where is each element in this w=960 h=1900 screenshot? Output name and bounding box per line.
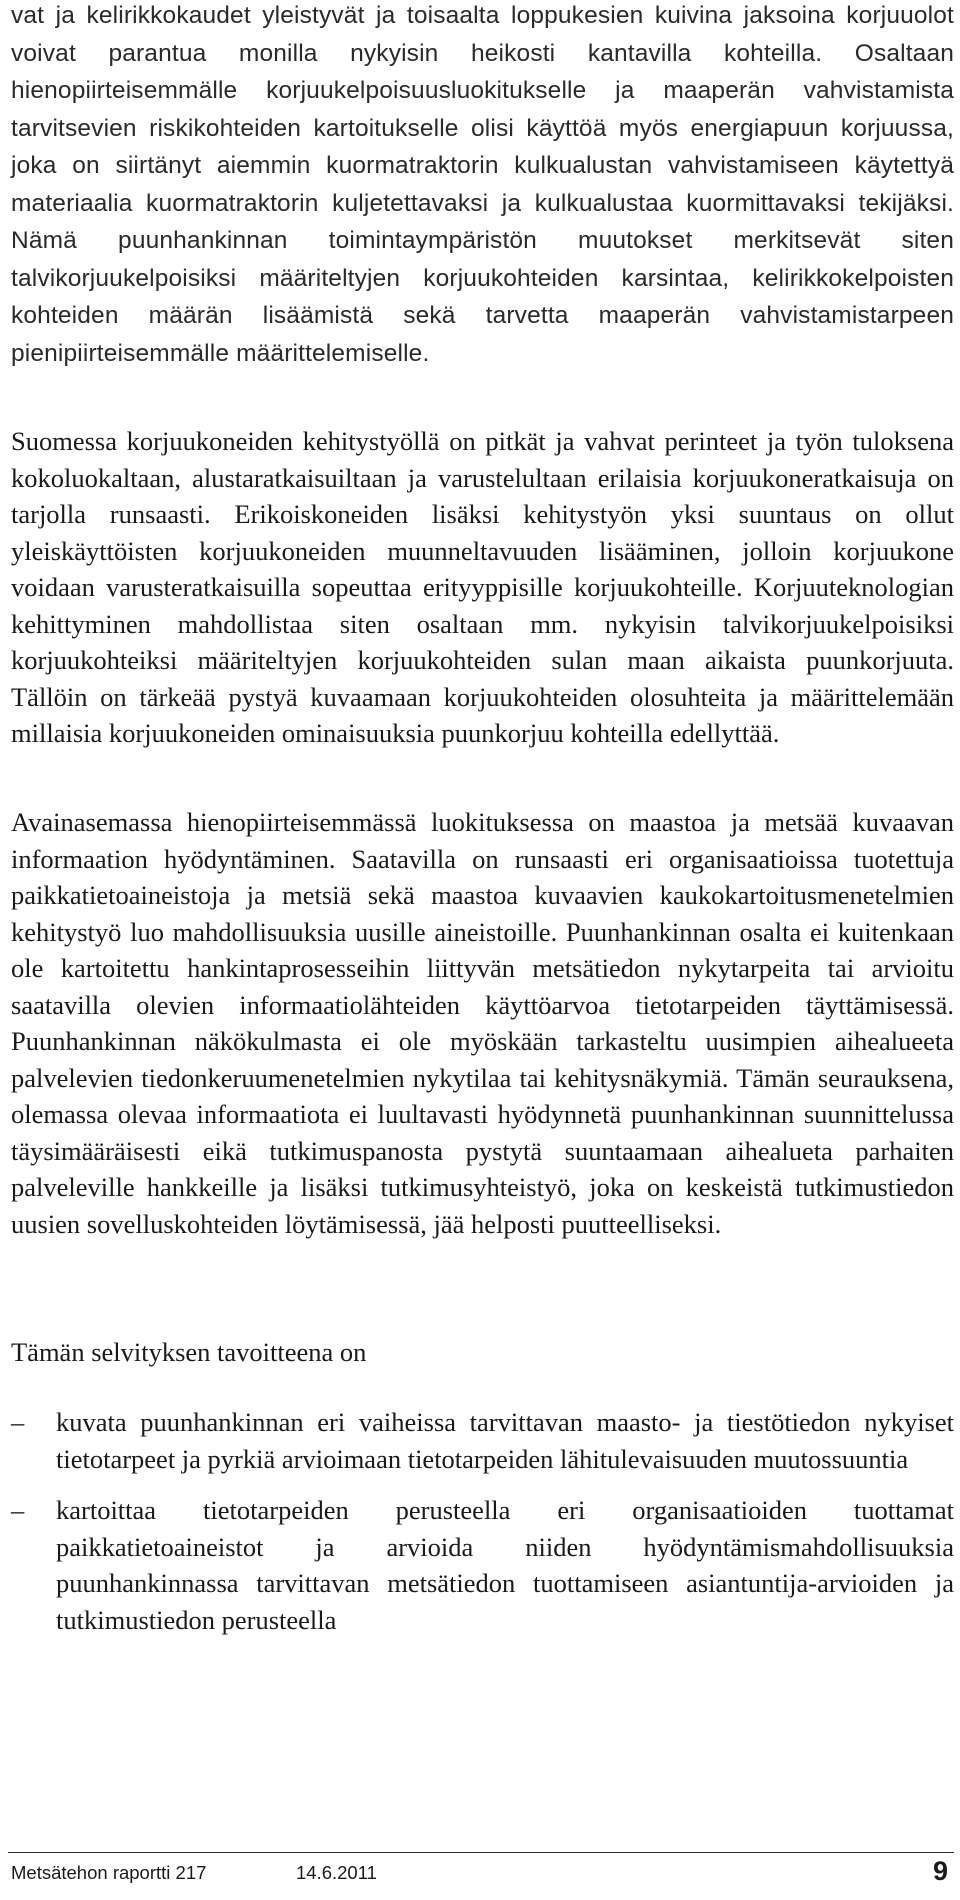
page-footer [8,1854,954,1890]
page-number: 9 [932,1856,948,1886]
list-item [11,1492,954,1638]
list-item [11,1404,954,1477]
paragraph-1: vat ja kelirikkokaudet yleistyvät ja toisaalta loppukesien kuivina jaksoina korjuuolot voivat parantua monilla nykyisin heikosti kantavilla kohteilla. Osaltaan hienopiirteisemmälle korjuukelpoisuusluokitukselle ja maaperän vahvistamista tarvitsevien riskikohteiden kartoitukselle olisi käyttöä myös energiapuun korjuussa, joka on siirtänyt aiemmin kuormatraktorin kulkualustan vahvistamiseen käytettyä materiaalia kuormatraktorin kuljetettavaksi ja kulkualustaa kuormittavaksi tekijäksi. Nämä puunhankinnan toimintaympäristön muutokset merkitsevät siten talvikorjuukelpoisiksi määriteltyjen korjuukohteiden karsintaa, kelirikkokelpoisten kohteiden määrän lisäämistä sekä tarvetta maaperän vahvistamistarpeen pienipiirteisemmälle määrittelemiselle. [11,2,954,367]
report-title: Metsätehon raportti 217 [11,1862,207,1883]
objectives-list [11,1404,954,1638]
dash-bullet-icon: – [11,1495,25,1525]
list-item-text: kartoittaa tietotarpeiden perusteella eri organisaatioiden tuottamat paikkatietoaineistot ja arvioida niiden hyödyntämismahdollisuuksia puunhankinnassa tarvittavan metsätiedon tuottamiseen asiantuntija-arvioiden ja tutkimustiedon perusteella [56,1495,954,1635]
list-item-text: kuvata puunhankinnan eri vaiheissa tarvittavan maasto- ja tiestötiedon nykyiset tietotarpeet ja pyrkiä arvioimaan tietotarpeiden lähitulevaisuuden muutossuuntia [56,1407,954,1474]
report-date: 14.6.2011 [296,1862,377,1883]
paragraph-3: Avainasemassa hienopiirteisemmässä luokituksessa on maastoa ja metsää kuvaavan informaation hyödyntäminen. Saatavilla on runsaasti eri organisaatioissa tuotettuja paikkatietoaineistoja ja metsiä sekä maastoa kuvaavien kaukokartoitusmenetelmien kehitystyö luo mahdollisuuksia uusille aineistoille. Puunhankinnan osalta ei kuitenkaan ole kartoitettu hankintaprosesseihin liittyvän metsätiedon nykytarpeita tai arvioitu saatavilla olevien informaatiolähteiden käyttöarvoa tietotarpeiden täyttämisessä. Puunhankinnan näkökulmasta ei ole myöskään tarkasteltu uusimpien aihealueeta palvelevien tiedonkeruumenetelmien nykytilaa tai kehitysnäkymiä. Tämän seurauksena, olemassa olevaa informaatiota ei luultavasti hyödynnetä puunhankinnan suunnittelussa täysimääräisesti eikä tutkimuspanosta pystytä suuntaamaan aihealueta parhaiten palveleville hankkeille ja lisäksi tutkimusyhteistyö, joka on keskeistä tutkimustiedon uusien sovelluskohteiden löytämisessä, jää helposti puutteelliseksi. [11,807,954,1239]
paragraph-2: Suomessa korjuukoneiden kehitystyöllä on pitkät ja vahvat perinteet ja työn tuloksena kokoluokaltaan, alustaratkaisuiltaan ja varustelultaan erilaisia korjuukoneratkaisuja on tarjolla runsaasti. Erikoiskoneiden lisäksi kehitystyön yksi suuntaus on ollut yleiskäyttöisten korjuukoneiden muunneltavuuden lisääminen, jolloin korjuukone voidaan varusteratkaisuilla sopeuttaa erityyppisille korjuukohteille. Korjuuteknologian kehittyminen mahdollistaa siten osaltaan mm. nykyisin talvikorjuukelpoisiksi korjuukohteiksi määriteltyjen korjuukohteiden sulan maan aikaista puunkorjuuta. Tällöin on tärkeää pystyä kuvaamaan korjuukohteiden olosuhteita ja määrittelemään millaisia korjuukoneiden ominaisuuksia puunkorjuu kohteilla edellyttää. [11,426,954,748]
footer-divider [8,1852,954,1853]
paragraph-4: Tämän selvityksen tavoitteena on [11,1337,367,1367]
dash-bullet-icon: – [11,1407,25,1437]
